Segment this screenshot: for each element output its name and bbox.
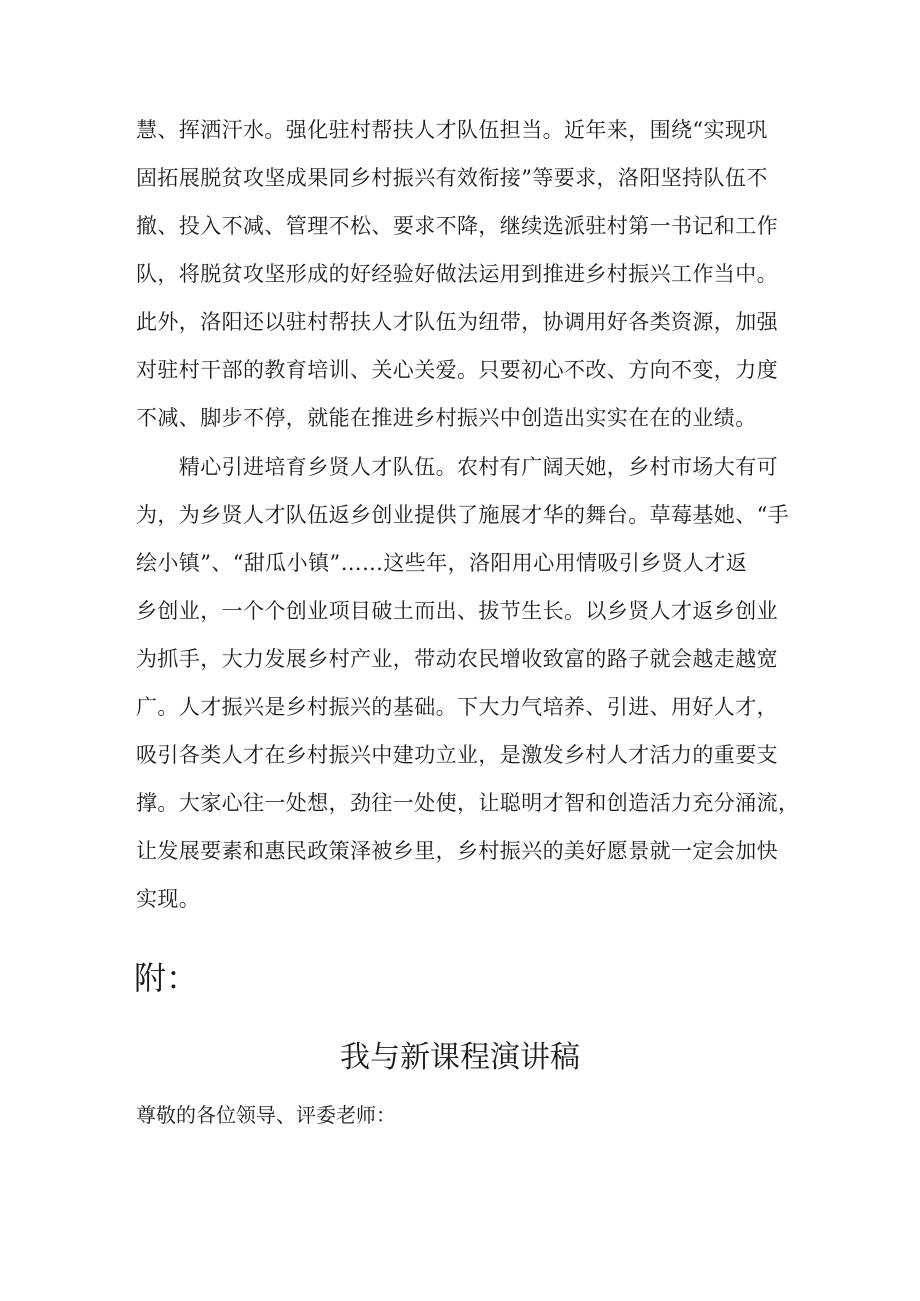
body-line: 吸引各类人才在乡村振兴中建功立业，是激发乡村人才活力的重要支 xyxy=(136,743,778,767)
body-line: 不减、脚步不停，就能在推进乡村振兴中创造出实实在在的业绩。 xyxy=(136,406,757,430)
body-line: 精心引进培育乡贤人才队伍。农村有广阔天她，乡村市场大有可 xyxy=(136,455,778,479)
body-line: 撤、投入不减、管理不松、要求不降，继续选派驻村第一书记和工作 xyxy=(136,214,778,238)
body-line: 乡创业，一个个创业项目破土而出、拔节生长。以乡贤人才返乡创业 xyxy=(136,599,778,623)
body-line: 慧、挥洒汗水。强化驻村帮扶人才队伍担当。近年来，围绕“实现巩 xyxy=(136,118,768,142)
appendix-label: 附： xyxy=(134,959,199,997)
body-line: 对驻村干部的教育培训、关心关爱。只要初心不改、方向不变，力度 xyxy=(136,358,778,382)
body-line: 让发展要素和惠民政策泽被乡里，乡村振兴的美好愿景就一定会加快 xyxy=(136,839,778,863)
salutation: 尊敬的各位领导、评委老师： xyxy=(136,1103,396,1127)
body-line: 广。人才振兴是乡村振兴的基础。下大力气培养、引进、用好人才， xyxy=(136,695,778,719)
body-line: 队，将脱贫攻坚形成的好经验好做法运用到推进乡村振兴工作当中。 xyxy=(136,262,778,286)
body-line: 撑。大家心往一处想，劲往一处使，让聪明才智和创造活力充分涌流， xyxy=(136,791,800,815)
speech-title: 我与新课程演讲稿 xyxy=(340,1040,580,1075)
body-line: 固拓展脱贫攻坚成果同乡村振兴有效衔接”等要求，洛阳坚持队伍不 xyxy=(136,166,768,190)
body-line: 为，为乡贤人才队伍返乡创业提供了施展才华的舞台。草莓基她、“手 xyxy=(136,503,790,527)
body-line: 为抓手，大力发展乡村产业，带动农民增收致富的路子就会越走越宽 xyxy=(136,647,778,671)
body-line: 绘小镇”、“甜瓜小镇”……这些年，洛阳用心用情吸引乡贤人才返 xyxy=(136,551,748,575)
body-line: 实现。 xyxy=(136,887,201,911)
body-line: 此外，洛阳还以驻村帮扶人才队伍为纽带，协调用好各类资源，加强 xyxy=(136,310,778,334)
